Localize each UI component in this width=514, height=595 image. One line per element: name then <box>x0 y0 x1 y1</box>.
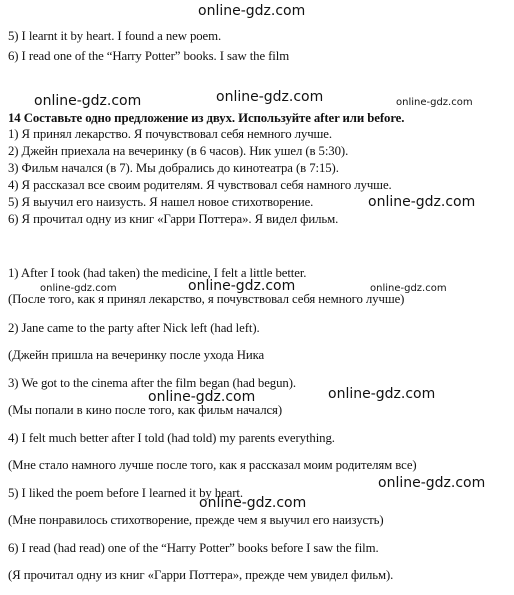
answer-line: 1) After I took (had taken) the medicine, I felt a little better. <box>8 266 307 280</box>
answer-line: 4) I felt much better after I told (had told) my parents everything. <box>8 431 335 445</box>
watermark: online-gdz.com <box>148 389 256 405</box>
watermark: online-gdz.com <box>40 283 117 294</box>
answer-line: 5) I liked the poem before I learned it by heart. <box>8 486 243 500</box>
watermark: online-gdz.com <box>216 89 324 105</box>
answer-translation: (Мне стало намного лучше после того, как я рассказал моим родителям все) <box>8 458 417 472</box>
answer-translation: (После того, как я принял лекарство, я почувствовал себя немного лучше) <box>8 292 405 306</box>
answer-line: 6) I read (had read) one of the “Harry Potter” books before I saw the film. <box>8 541 379 555</box>
task-item: 5) Я выучил его наизусть. Я нашел новое стихотворение. <box>8 195 314 209</box>
watermark: online-gdz.com <box>328 386 436 402</box>
text-line: 6) I read one of the “Harry Potter” books. I saw the film <box>8 49 290 63</box>
answer-translation: (Мы попали в кино после того, как фильм начался) <box>8 403 283 417</box>
watermark: online-gdz.com <box>378 475 486 491</box>
answer-translation: (Джейн пришла на вечеринку после ухода Ника <box>8 348 265 362</box>
watermark: online-gdz.com <box>396 97 473 108</box>
watermark: online-gdz.com <box>188 278 296 294</box>
task-item: 3) Фильм начался (в 7). Мы добрались до кинотеатра (в 7:15). <box>8 161 339 175</box>
answer-translation: (Мне понравилось стихотворение, прежде чем я выучил его наизусть) <box>8 513 384 527</box>
text-line: 5) I learnt it by heart. I found a new poem. <box>8 29 222 43</box>
task-item: 6) Я прочитал одну из книг «Гарри Поттера». Я видел фильм. <box>8 212 339 226</box>
watermark: online-gdz.com <box>368 194 476 210</box>
watermark: online-gdz.com <box>199 495 307 511</box>
task-item: 4) Я рассказал все своим родителям. Я чувствовал себя намного лучше. <box>8 178 392 192</box>
task-item: 1) Я принял лекарство. Я почувствовал себя немного лучше. <box>8 127 332 141</box>
answer-translation: (Я прочитал одну из книг «Гарри Поттера», прежде чем увидел фильм). <box>8 568 394 582</box>
watermark: online-gdz.com <box>198 3 306 19</box>
watermark: online-gdz.com <box>34 93 142 109</box>
answer-line: 3) We got to the cinema after the film began (had begun). <box>8 376 296 390</box>
task-heading: 14 Составьте одно предложение из двух. Используйте after или before. <box>8 111 405 125</box>
task-item: 2) Джейн приехала на вечеринку (в 6 часов). Ник ушел (в 5:30). <box>8 144 349 158</box>
answer-line: 2) Jane came to the party after Nick left (had left). <box>8 321 260 335</box>
watermark: online-gdz.com <box>370 283 447 294</box>
